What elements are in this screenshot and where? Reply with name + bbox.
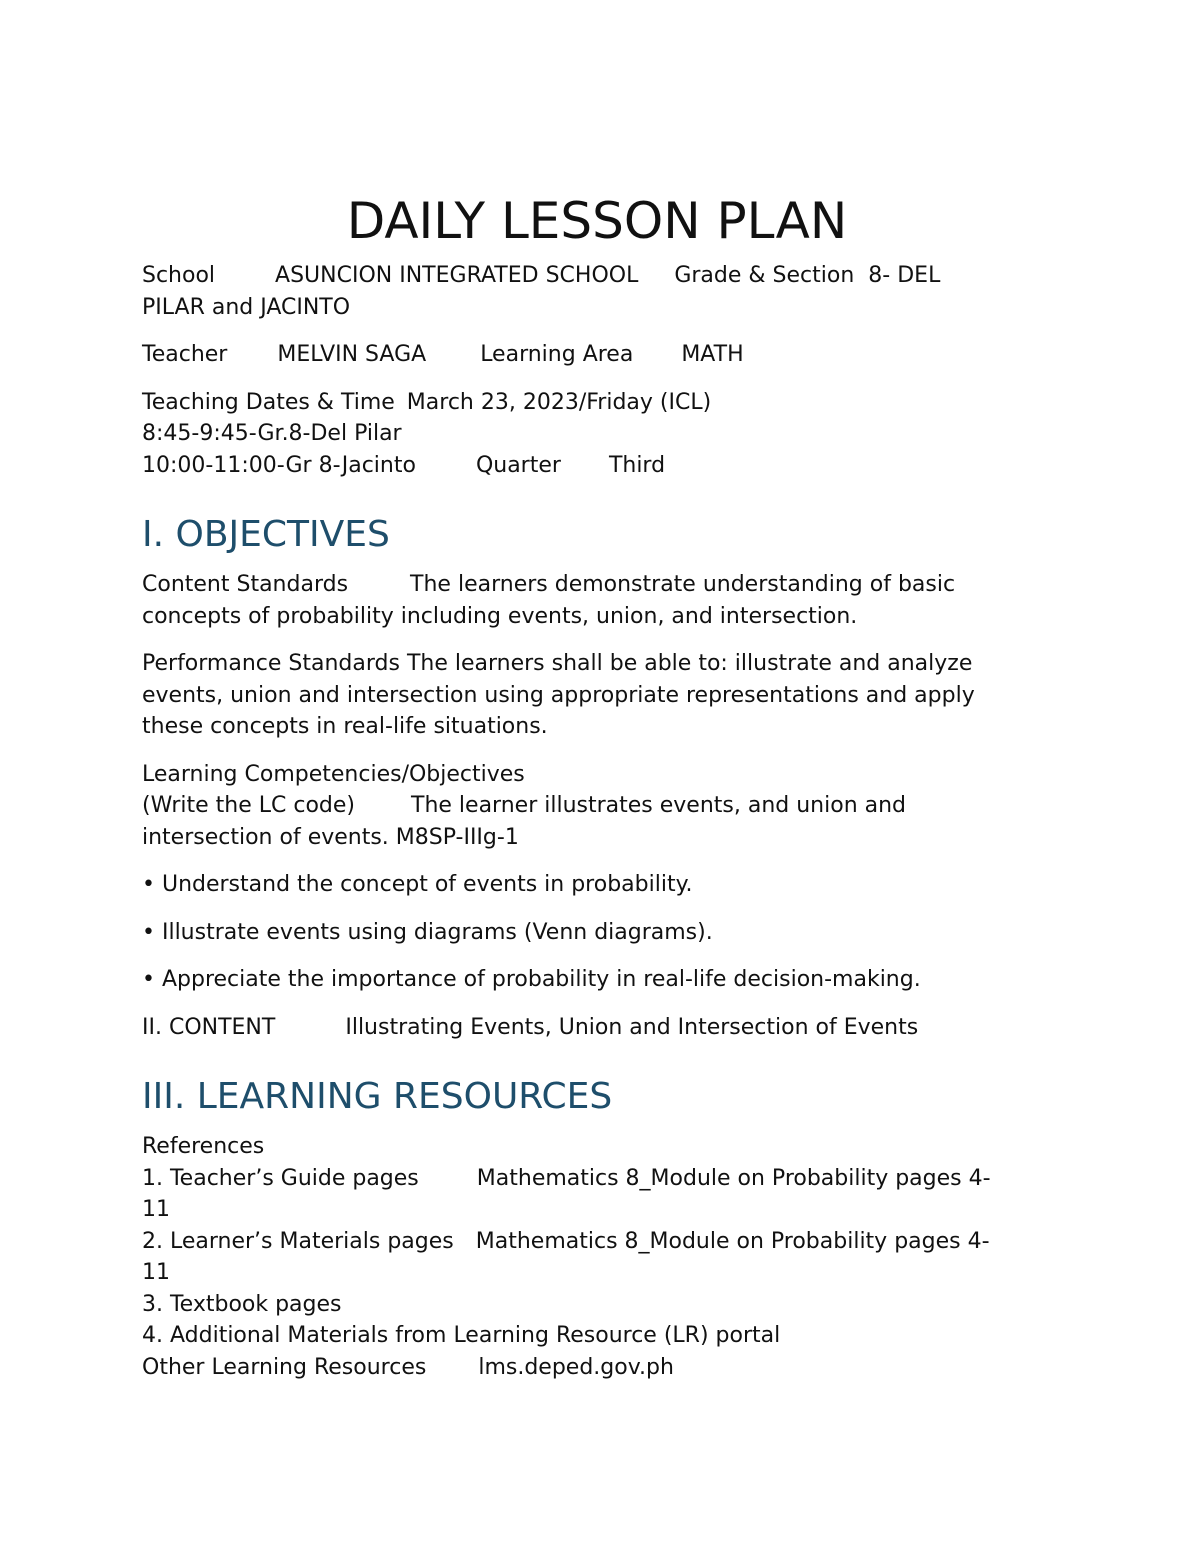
objective-bullet: • Understand the concept of events in probability.	[142, 872, 693, 897]
school-label: School	[142, 263, 216, 288]
teachers-guide-value-cont: 11	[142, 1197, 170, 1222]
school-row	[142, 260, 1052, 323]
teacher-row	[142, 339, 1052, 371]
performance-standards-text-3: these concepts in real-life situations.	[142, 714, 548, 739]
learners-materials-value: Mathematics 8_Module on Probability pages 4-	[475, 1228, 990, 1254]
content-row	[142, 1012, 1052, 1044]
quarter-label: Quarter	[475, 452, 561, 478]
content-standards-text: The learners demonstrate understanding of basic	[410, 572, 956, 597]
learning-competencies-label: Learning Competencies/Objectives	[142, 761, 525, 787]
grade-section-label: Grade & Section	[674, 263, 855, 288]
teaching-dates-value: March 23, 2023/Friday (ICL)	[406, 389, 712, 415]
content-label: II. CONTENT	[142, 1014, 276, 1040]
learning-area-label: Learning Area	[480, 342, 634, 367]
learning-competencies-text: The learner illustrates events, and union and	[411, 793, 907, 818]
teachers-guide-label: 1. Teacher’s Guide pages	[142, 1165, 419, 1191]
additional-materials: 4. Additional Materials from Learning Resource (LR) portal	[142, 1323, 781, 1348]
grade-section-value: 8- DEL	[868, 263, 941, 288]
content-standards-label: Content Standards	[142, 572, 349, 597]
other-resources-label: Other Learning Resources	[142, 1354, 427, 1380]
school-value: ASUNCION INTEGRATED SCHOOL	[275, 263, 639, 288]
quarter-value: Third	[608, 452, 666, 478]
document-page	[142, 190, 1052, 1399]
content-value: Illustrating Events, Union and Intersection of Events	[345, 1014, 919, 1040]
learning-area-value: MATH	[681, 342, 744, 367]
learning-resources-heading: III. LEARNING RESOURCES	[142, 1076, 613, 1117]
learners-materials-value-cont: 11	[142, 1260, 170, 1285]
learning-competencies	[142, 759, 1052, 854]
objectives-heading: I. OBJECTIVES	[142, 514, 390, 555]
grade-section-value-cont: PILAR and JACINTO	[142, 294, 351, 320]
objective-bullet: • Illustrate events using diagrams (Venn diagrams).	[142, 919, 713, 945]
content-standards	[142, 569, 1052, 632]
performance-standards-text-2: events, union and intersection using appropriate representations and apply	[142, 682, 975, 708]
other-resources-value: lms.deped.gov.ph	[478, 1354, 674, 1380]
document-title: DAILY LESSON PLAN	[346, 192, 848, 250]
performance-standards	[142, 648, 1052, 743]
performance-standards-text: The learners shall be able to: illustrate and analyze	[406, 651, 973, 676]
performance-standards-label: Performance Standards	[142, 651, 400, 676]
time-slot-1: 8:45-9:45-Gr.8-Del Pilar	[142, 421, 402, 446]
learners-materials-label: 2. Learner’s Materials pages	[142, 1228, 454, 1254]
teacher-value: MELVIN SAGA	[277, 342, 427, 367]
content-standards-text-cont: concepts of probability including events, union, and intersection.	[142, 603, 858, 629]
lc-code-label: (Write the LC code)	[142, 793, 356, 818]
textbook-pages: 3. Textbook pages	[142, 1291, 342, 1317]
teaching-dates-label: Teaching Dates & Time	[142, 389, 395, 415]
learning-competencies-text-cont: intersection of events. M8SP-IIIg-1	[142, 824, 519, 850]
references-label: References	[142, 1134, 265, 1159]
teachers-guide-value: Mathematics 8_Module on Probability pages 4-	[476, 1165, 991, 1191]
teaching-dates-row	[142, 387, 1052, 482]
time-slot-2: 10:00-11:00-Gr 8-Jacinto	[142, 452, 416, 478]
references-block	[142, 1131, 1052, 1383]
objective-bullet: • Appreciate the importance of probability in real-life decision-making.	[142, 967, 921, 992]
teacher-label: Teacher	[142, 342, 228, 367]
